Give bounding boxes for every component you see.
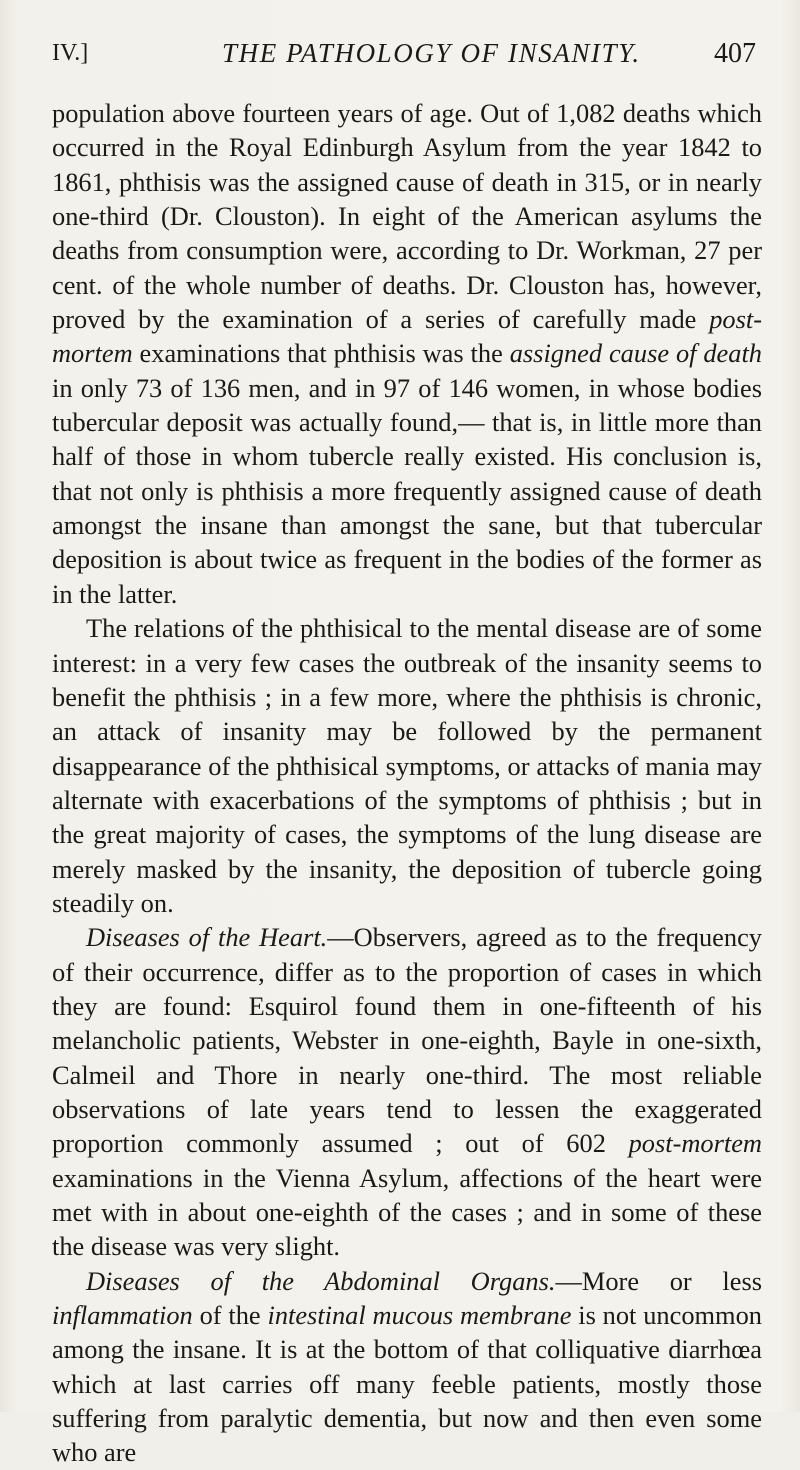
text-run: in only 73 of 136 men, and in 97 of 146 women, in whose bodies tubercular deposit was actually found,— that is, in little more than half of those in whom tubercle really existed. His conclusion is, that not only is phthisis a more frequently assigned cause of death amongst the insane than amongst the sane, but that tubercular deposition is about twice as frequent in the bodies of the former as in the latter. — [52, 372, 762, 609]
running-head — [52, 34, 756, 74]
chapter-number: IV.] — [52, 40, 89, 66]
paragraph-phthisis-relations — [52, 611, 762, 920]
page-number: 407 — [714, 38, 756, 69]
italic-term: inflammation — [52, 1300, 193, 1331]
section-heading: Diseases of the Abdominal Organs. — [86, 1265, 556, 1296]
italic-term: post-mortem — [628, 1128, 762, 1159]
text-run: is not uncommon among the insane. It is at the bottom of that colliquative diarrhœa which at last carries off many feeble patients, mostly those suffering from paralytic dementia, but now and then even some who are — [52, 1300, 762, 1468]
paragraph-phthisis-statistics — [52, 96, 762, 611]
text-run: examinations that phthisis was the — [132, 338, 510, 369]
paragraph-abdominal-organs — [52, 1264, 762, 1470]
text-run: —Observers, agreed as to the frequency of their occurrence, differ as to the proportion of cases in which they are found: Esquirol found them in one-fifteenth of his melancholic patients, Webster in one-eighth, Bayle in one-sixth, Calmeil and Thore in nearly one-third. The most reliable observations of late years tend to lessen the exaggerated proportion commonly assumed ; out of 602 — [52, 922, 762, 1159]
section-heading: Diseases of the Heart. — [86, 922, 328, 953]
text-run: population above fourteen years of age. Out of 1,082 deaths which occurred in the Royal Edinburgh Asylum from the year 1842 to 1861, phthisis was the assigned cause of death in 315, or in nearly one-third (Dr. Clouston). In eight of the American asylums the deaths from consumption were, according to Dr. Workman, 27 per cent. of the whole number of deaths. Dr. Clouston has, however, proved by the examination of a series of carefully made — [52, 98, 762, 335]
text-run: The relations of the phthisical to the mental disease are of some interest: in a very few cases the outbreak of the insanity seems to benefit the phthisis ; in a few more, where the phthisis is chronic, an attack of insanity may be followed by the permanent disappearance of the phthisical symptoms, or attacks of mania may alternate with exacerbations of the symptoms of phthisis ; but in the great majority of cases, the symptoms of the lung disease are merely masked by the insanity, the deposition of tubercle going steadily on. — [52, 613, 762, 918]
italic-term: post-mortem — [52, 304, 762, 369]
text-run: examinations in the Vienna Asylum, affections of the heart were met with in about one-eighth of the cases ; and in some of these the disease was very slight. — [52, 1162, 762, 1262]
body-text — [52, 96, 762, 1470]
text-run: of the — [192, 1300, 268, 1331]
running-title: THE PATHOLOGY OF INSANITY. — [222, 38, 641, 68]
text-run: —More or less — [555, 1265, 762, 1296]
italic-term: assigned cause of death — [509, 338, 762, 369]
paragraph-diseases-of-heart — [52, 920, 762, 1263]
italic-term: intestinal mucous membrane — [267, 1300, 572, 1331]
